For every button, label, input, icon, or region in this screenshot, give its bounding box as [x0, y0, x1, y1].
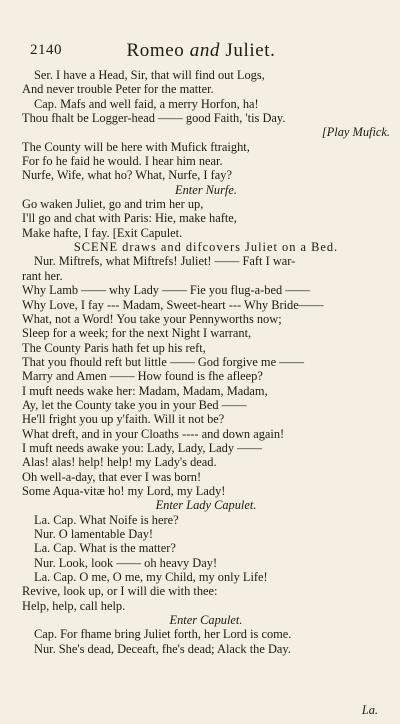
- text-line: La. Cap. What Noife is here?: [34, 512, 179, 527]
- text-line: Cap. Mafs and well faid, a merry Horfon, ha!: [34, 96, 259, 111]
- text-line: I'll go and chat with Paris: Hie, make hafte,: [22, 211, 237, 226]
- text-line: He'll fright you up y'faith. Will it not be?: [22, 412, 225, 427]
- text-line: Ay, let the County take you in your Bed ——: [22, 397, 247, 412]
- text-line: La. Cap. What is the matter?: [34, 541, 176, 556]
- text-line: Help, help, call help.: [22, 598, 126, 613]
- text-line: What, not a Word! You take your Pennyworths now;: [22, 311, 282, 326]
- text-line: Make hafte, I fay. [Exit Capulet.: [22, 225, 183, 240]
- text-line: Oh well-a-day, that ever I was born!: [22, 469, 202, 484]
- text-line: Alas! alas! help! help! my Lady's dead.: [22, 455, 217, 470]
- text-line: Nur. O lamentable Day!: [34, 527, 154, 541]
- text-line: Enter Lady Capulet.: [155, 498, 257, 513]
- text-line: The County Paris hath fet up his reft,: [22, 340, 206, 355]
- page-number: 2140: [30, 42, 62, 58]
- text-line: I muft needs awake you: Lady, Lady, Lady ——: [22, 440, 262, 455]
- text-line: I muft needs wake her: Madam, Madam, Madam,: [22, 383, 268, 398]
- text-line: Nurfe, Wife, what ho? What, Nurfe, I fay?: [22, 168, 232, 183]
- text-line: Enter Capulet.: [169, 613, 243, 628]
- text-line: Why Lamb —— why Lady —— Fie you flug-a-bed ——: [22, 283, 311, 298]
- running-header: [26, 40, 376, 64]
- catchword: La.: [361, 703, 378, 717]
- text-line: Marry and Amen —— How found is fhe afleep?: [22, 369, 263, 384]
- text-line: Nur. She's dead, Deceaft, fhe's dead; Alack the Day.: [34, 641, 291, 656]
- text-line: Nur. Look, look —— oh heavy Day!: [34, 555, 218, 570]
- text-line: Enter Nurfe.: [175, 182, 237, 197]
- text-line: rant her.: [22, 268, 63, 283]
- text-line: That you fhould reft but little —— God forgive me ——: [22, 354, 304, 369]
- text-line: And never trouble Peter for the matter.: [22, 82, 214, 97]
- text-line: Cap. For fhame bring Juliet forth, her Lord is come.: [34, 627, 292, 642]
- text-line: La. Cap. O me, O me, my Child, my only Life!: [34, 570, 268, 585]
- text-line: What dreft, and in your Cloaths ---- and down again!: [22, 426, 285, 441]
- play-text: [22, 68, 390, 656]
- text-line: [Play Mufick.: [321, 125, 390, 140]
- text-line: Go waken Juliet, go and trim her up,: [22, 197, 204, 212]
- text-line: For fo he faid he would. I hear him near.: [22, 154, 223, 169]
- text-line: Revive, look up, or I will die with thee:: [22, 584, 218, 599]
- text-line: Nur. Miftrefs, what Miftrefs! Juliet! —— Faft I war-: [34, 254, 296, 269]
- text-line: Ser. I have a Head, Sir, that will find out Logs,: [34, 68, 265, 82]
- text-line: Sleep for a week; for the next Night I warrant,: [22, 326, 252, 341]
- text-line: Thou fhalt be Logger-head —— good Faith, 'tis Day.: [22, 111, 286, 126]
- text-line: SCENE draws and difcovers Juliet on a Bed.: [73, 240, 339, 255]
- text-line: Why Love, I fay --- Madam, Sweet-heart --- Why Bride——: [22, 297, 324, 312]
- text-line: Some Aqua-vitæ ho! my Lord, my Lady!: [22, 483, 226, 498]
- text-line: The County will be here with Mufick ftraight,: [22, 139, 250, 154]
- page-title: Romeo and Juliet.: [126, 40, 276, 61]
